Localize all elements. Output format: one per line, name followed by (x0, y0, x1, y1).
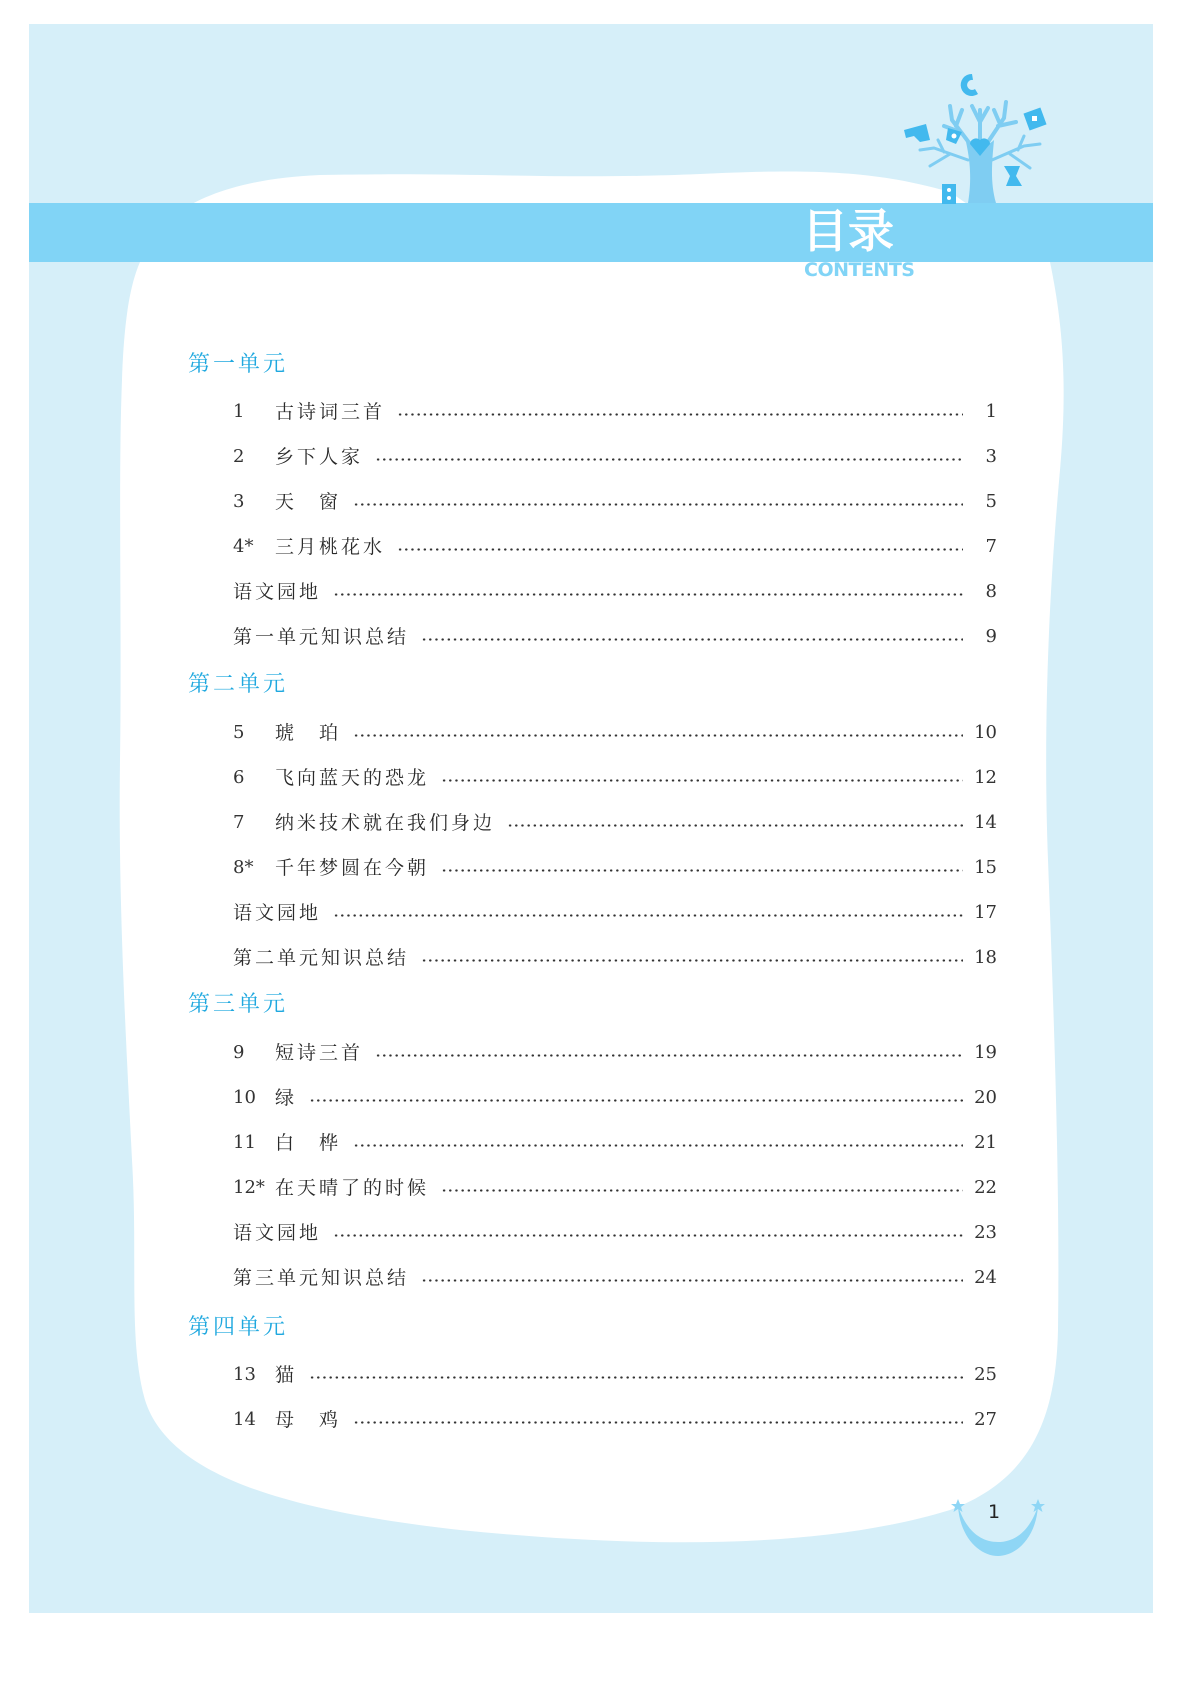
page-title: 目录 (802, 204, 894, 258)
dot-leader (421, 959, 963, 962)
toc-entry[interactable] (233, 720, 997, 746)
dot-leader (353, 734, 963, 737)
entry-page: 25 (974, 1364, 997, 1385)
entry-number: 1 (233, 401, 245, 422)
entry-number: 3 (233, 491, 245, 512)
entry-page: 24 (974, 1267, 997, 1288)
toc-entry[interactable] (233, 900, 997, 926)
entry-page: 23 (974, 1222, 997, 1243)
entry-number: 7 (233, 812, 245, 833)
toc-entry[interactable] (233, 579, 997, 605)
toc-entry[interactable] (233, 810, 997, 836)
entry-title: 母 鸡 (275, 1409, 342, 1431)
toc-entry[interactable] (233, 1040, 997, 1066)
entry-number: 4* (233, 536, 254, 557)
entry-title: 语文园地 (233, 1222, 322, 1244)
dot-leader (507, 824, 963, 827)
unit-heading-2: 第二单元 (188, 672, 289, 697)
page-subtitle: CONTENTS (804, 259, 915, 281)
toc-entry[interactable] (233, 855, 997, 881)
entry-number: 12* (233, 1177, 265, 1198)
dot-leader (333, 593, 963, 596)
entry-number: 9 (233, 1042, 245, 1063)
dot-leader (421, 1279, 963, 1282)
unit-heading-3: 第三单元 (188, 992, 289, 1017)
entry-number: 6 (233, 767, 245, 788)
dot-leader (309, 1099, 963, 1102)
entry-page: 15 (974, 857, 997, 878)
entry-number: 2 (233, 446, 245, 467)
entry-number: 11 (233, 1132, 256, 1153)
dot-leader (333, 1234, 963, 1237)
entry-page: 9 (985, 626, 997, 647)
dot-leader (375, 1054, 963, 1057)
entry-page: 19 (974, 1042, 997, 1063)
dot-leader (397, 413, 963, 416)
toc-entry[interactable] (233, 1175, 997, 1201)
dot-leader (441, 869, 963, 872)
entry-page: 21 (974, 1132, 997, 1153)
page-number: 1 (988, 1501, 1001, 1523)
dot-leader (309, 1376, 963, 1379)
entry-title: 乡下人家 (275, 446, 364, 468)
entry-title: 猫 (275, 1364, 298, 1386)
entry-page: 14 (974, 812, 997, 833)
dot-leader (441, 1189, 963, 1192)
dot-leader (397, 548, 963, 551)
entry-page: 20 (974, 1087, 997, 1108)
entry-title: 语文园地 (233, 581, 322, 603)
star-icon (1031, 1499, 1045, 1512)
entry-title: 第三单元知识总结 (233, 1267, 410, 1289)
entry-title: 语文园地 (233, 902, 322, 924)
entry-page: 22 (974, 1177, 997, 1198)
dot-leader (333, 914, 963, 917)
entry-page: 10 (974, 722, 997, 743)
toc-entry[interactable] (233, 624, 997, 650)
entry-title: 飞向蓝天的恐龙 (275, 767, 430, 789)
toc-entry[interactable] (233, 534, 997, 560)
unit-heading-1: 第一单元 (188, 352, 289, 377)
entry-title: 第二单元知识总结 (233, 947, 410, 969)
toc-entry[interactable] (233, 945, 997, 971)
entry-title: 琥 珀 (275, 722, 342, 744)
entry-page: 18 (974, 947, 997, 968)
dot-leader (353, 1421, 963, 1424)
dot-leader (421, 638, 963, 641)
entry-page: 27 (974, 1409, 997, 1430)
star-icon (951, 1499, 965, 1512)
toc-entry[interactable] (233, 1265, 997, 1291)
entry-page: 8 (985, 581, 997, 602)
toc-entry[interactable] (233, 489, 997, 515)
toc-entry[interactable] (233, 1220, 997, 1246)
entry-title: 千年梦圆在今朝 (275, 857, 430, 879)
toc-entry[interactable] (233, 1407, 997, 1433)
entry-page: 5 (985, 491, 997, 512)
entry-number: 8* (233, 857, 254, 878)
entry-number: 14 (233, 1409, 256, 1430)
toc-entry[interactable] (233, 399, 997, 425)
entry-page: 7 (985, 536, 997, 557)
dot-leader (353, 503, 963, 506)
entry-page: 1 (985, 401, 997, 422)
toc-entry[interactable] (233, 1362, 997, 1388)
toc-entry[interactable] (233, 1085, 997, 1111)
entry-title: 白 桦 (275, 1132, 342, 1154)
unit-heading-4: 第四单元 (188, 1315, 289, 1340)
tree-with-letters-icon (900, 70, 1060, 210)
entry-page: 12 (974, 767, 997, 788)
toc-entry[interactable] (233, 1130, 997, 1156)
toc-entry[interactable] (233, 765, 997, 791)
entry-title: 三月桃花水 (275, 536, 386, 558)
entry-number: 10 (233, 1087, 256, 1108)
entry-title: 绿 (275, 1087, 298, 1109)
toc-entry[interactable] (233, 444, 997, 470)
entry-title: 古诗词三首 (275, 401, 386, 423)
entry-title: 在天晴了的时候 (275, 1177, 430, 1199)
dot-leader (353, 1144, 963, 1147)
entry-title: 天 窗 (275, 491, 342, 513)
entry-title: 纳米技术就在我们身边 (275, 812, 496, 834)
title-band (29, 203, 1153, 262)
entry-number: 13 (233, 1364, 256, 1385)
entry-title: 第一单元知识总结 (233, 626, 410, 648)
entry-number: 5 (233, 722, 245, 743)
entry-page: 17 (974, 902, 997, 923)
dot-leader (375, 458, 963, 461)
entry-page: 3 (985, 446, 997, 467)
entry-title: 短诗三首 (275, 1042, 364, 1064)
dot-leader (441, 779, 963, 782)
